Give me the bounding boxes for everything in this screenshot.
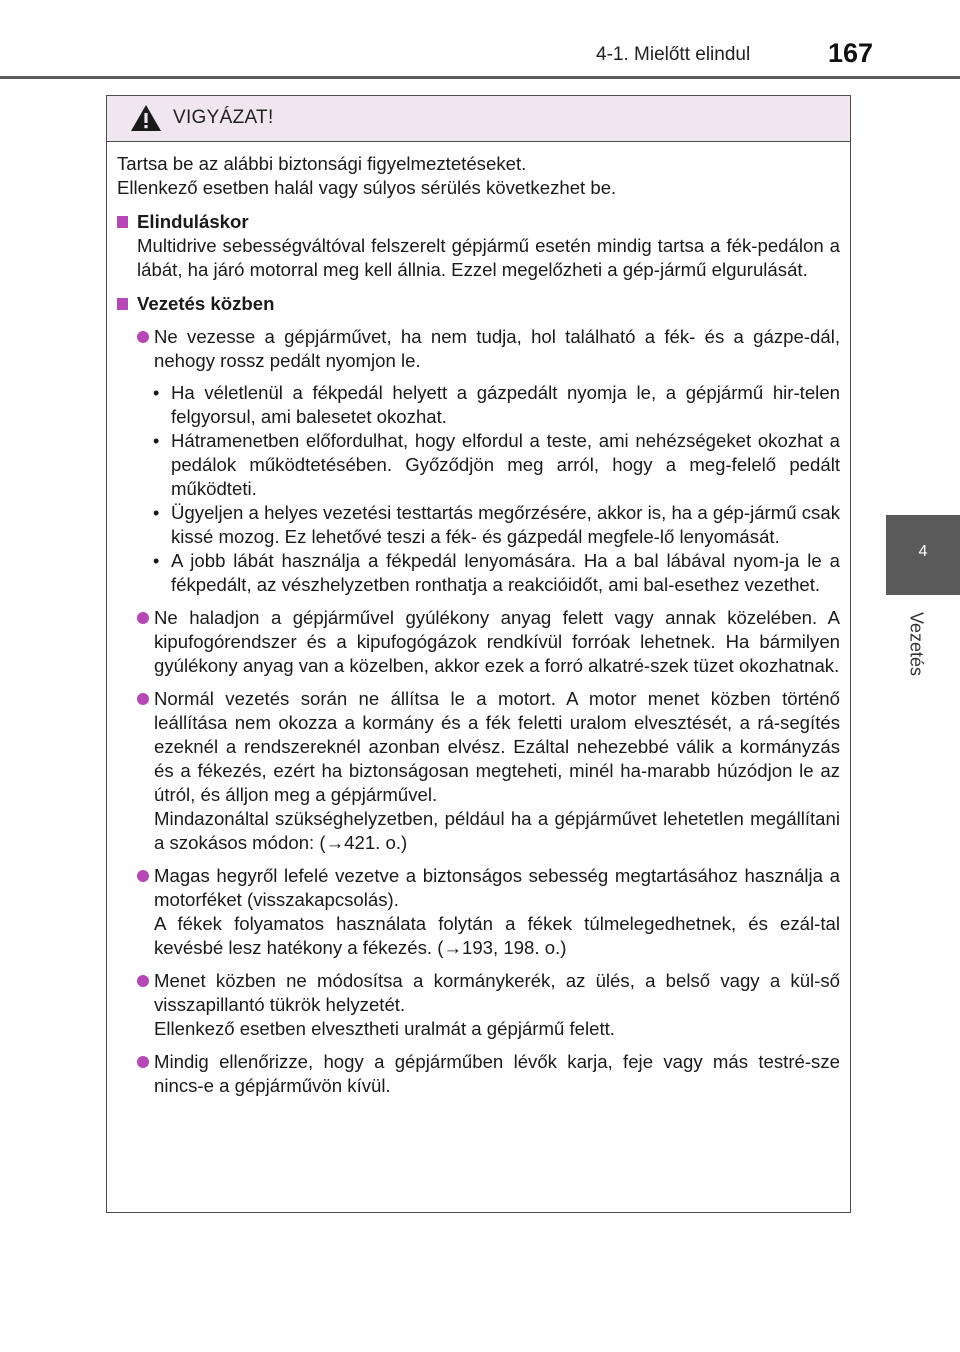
chapter-number: 4 — [918, 543, 928, 560]
section-heading-start — [117, 210, 840, 234]
sub-point-text: Ügyeljen a helyes vezetési testtartás megőrzésére, akkor is, ha a gép-jármű csak kissé mozog. Ez lehetővé teszi a fék- és gázpedál megfele-lő lenyomását. — [171, 502, 840, 547]
chapter-tab[interactable] — [886, 515, 960, 595]
warning-box — [106, 95, 851, 1213]
header-divider — [0, 76, 960, 79]
point-extra-text: Mindazonáltal szükséghelyzetben, például ha a gépjárművet lehetetlen megállítani a szokásos módon: (→421. o.) — [154, 808, 840, 853]
warning-triangle-icon — [130, 104, 162, 132]
circle-bullet-icon — [137, 870, 149, 882]
sub-point: • Hátramenetben előfordulhat, hogy elfordul a teste, ami nehézségeket okozhat a pedálok működtetésében. Győződjön meg arról, hogy a meg-felelő pedált működteti. — [153, 430, 840, 499]
section-heading-text: Elinduláskor — [137, 211, 249, 232]
point-text: Ne haladjon a gépjárművel gyúlékony anyag felett vagy annak közelében. A kipufogórendszer és a kipufogógázok rendkívül forróak lehetnek. Ha bármilyen gyúlékony anyag van a közelben, akkor ezek a forró alkatré-szek tüzet okozhatnak. — [154, 607, 840, 676]
square-bullet-icon — [117, 298, 128, 310]
point-extra-text: A fékek folyamatos használata folytán a fékek túlmelegedhetnek, és ezál-tal kevésbé lesz hatékony a fékezés. (→193, 198. o.) — [154, 913, 840, 958]
point-text: Mindig ellenőrizze, hogy a gépjárműben lévők karja, feje vagy más testré-sze nincs-e a gépjárművön kívül. — [154, 1051, 840, 1096]
section-heading-text: Vezetés közben — [137, 293, 275, 314]
circle-bullet-icon — [137, 612, 149, 624]
sub-point-list — [117, 381, 840, 597]
circle-bullet-icon — [137, 331, 149, 343]
warning-intro — [117, 152, 840, 200]
bullet-point — [117, 1050, 840, 1098]
bullet-point — [117, 864, 840, 960]
sub-point: • Ha véletlenül a fékpedál helyett a gázpedált nyomja le, a gépjármű hir-telen felgyorsul, ami balesetet okozhat. — [153, 382, 840, 427]
sub-point-text: Hátramenetben előfordulhat, hogy elfordul a teste, ami nehézségeket okozhat a pedálok működtetésében. Győződjön meg arról, hogy a meg-felelő pedált működteti. — [171, 430, 840, 499]
sub-point-text: A jobb lábát használja a fékpedál lenyomására. Ha a bal lábával nyom-ja le a fékpedált, az vészhelyzetben ronthatja a reakcióidőt, ami bal-esethez vezethet. — [171, 550, 840, 595]
chapter-label — [888, 604, 944, 684]
point-text: Normál vezetés során ne állítsa le a motort. A motor menet közben történő leállítása nem okozza a kormány és a fék feletti uralom elvesztését, a rá-segítés ezeknél a rendszereknél azonban elvész. Ezáltal nehezebbé válik a kormányzás és a fékezés, ezért ha biztonságosan megteheti, minél ha-marabb húzódjon le az útról, és álljon meg a gépjárművel. — [154, 688, 840, 805]
circle-bullet-icon — [137, 693, 149, 705]
intro-line: Tartsa be az alábbi biztonsági figyelmeztetéseket. — [117, 153, 527, 174]
chapter-label-text: Vezetés — [906, 611, 927, 677]
bullet-point — [117, 606, 840, 678]
point-text: Ne vezesse a gépjárművet, ha nem tudja, hol található a fék- és a gázpe-dál, nehogy rossz pedált nyomjon le. — [154, 326, 840, 371]
section-text: Multidrive sebességváltóval felszerelt gépjármű esetén mindig tartsa a fék-pedálon a lábát, ha járó motorral meg kell állnia. Ezzel megelőzheti a gép-jármű elgurulását. — [137, 235, 840, 280]
header-section-title: 4-1. Mielőtt elindul — [596, 44, 751, 65]
circle-bullet-icon — [137, 975, 149, 987]
page-number: 167 — [828, 38, 874, 68]
bullet-point — [117, 687, 840, 855]
sub-point: • A jobb lábát használja a fékpedál lenyomására. Ha a bal lábával nyom-ja le a fékpedált, az vészhelyzetben ronthatja a reakcióidőt, ami bal-esethez vezethet. — [153, 550, 840, 595]
bullet-point — [117, 325, 840, 373]
point-text: Menet közben ne módosítsa a kormánykerék, az ülés, a belső vagy a kül-ső visszapillantó tükrök helyzetét. — [154, 970, 840, 1015]
bullet-point — [117, 969, 840, 1041]
point-text: Magas hegyről lefelé vezetve a biztonságos sebesség megtartásához használja a motorféket (visszakapcsolás). — [154, 865, 840, 910]
intro-line: Ellenkező esetben halál vagy súlyos sérülés következhet be. — [117, 177, 617, 198]
warning-body — [107, 142, 850, 1098]
warning-title: VIGYÁZAT! — [173, 107, 274, 128]
warning-header — [107, 96, 850, 142]
section-heading-driving — [117, 292, 840, 316]
point-extra-text: Ellenkező esetben elvesztheti uralmát a gépjármű felett. — [154, 1018, 615, 1039]
square-bullet-icon — [117, 216, 128, 228]
sub-point: • Ügyeljen a helyes vezetési testtartás megőrzésére, akkor is, ha a gép-jármű csak kissé mozog. Ez lehetővé teszi a fék- és gázpedál megfele-lő lenyomását. — [153, 502, 840, 547]
sub-point-text: Ha véletlenül a fékpedál helyett a gázpedált nyomja le, a gépjármű hir-telen felgyorsul, ami balesetet okozhat. — [171, 382, 840, 427]
circle-bullet-icon — [137, 1056, 149, 1068]
